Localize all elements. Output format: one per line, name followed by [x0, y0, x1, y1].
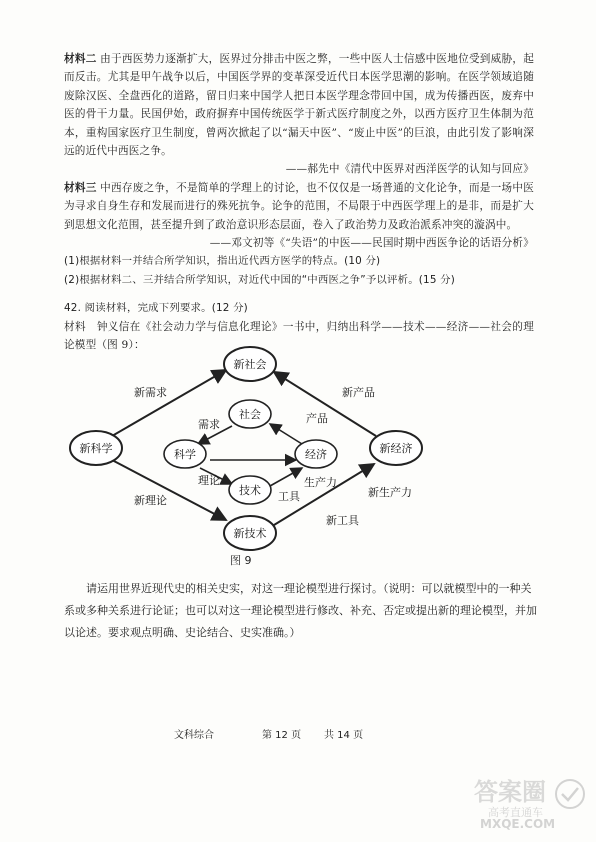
label-new-productivity: 新生产力: [368, 486, 412, 499]
footer-total: 共 14 页: [324, 730, 364, 741]
edge-neweconomy-newsociety: [274, 372, 376, 436]
material-3-source: ——邓文初等《“失语”的中医——民国时期中西医争论的话语分析》: [209, 237, 534, 250]
svg-text:社会: 社会: [239, 408, 261, 421]
material-3-text: 中西存废之争，不是简单的学理上的讨论，也不仅仅是一场普通的文化论争，而是一场中医为寻求自身生存和发展而进行的殊死抗争。论争的范围，不局限于中西医学理上的是非，而是扩大到思想文化范围，甚至提升到了政治意识形态层面，卷入了政治势力及政治派系冲突的漩涡中。: [64, 181, 534, 231]
svg-text:新技术: 新技术: [233, 527, 267, 540]
watermark-slogan: 高考直通车: [488, 806, 543, 819]
question-41-2: (2)根据材料二、三并结合所学知识，对近代中国的“中西医之争”予以评析。(15 分): [64, 273, 456, 286]
material-3: [64, 179, 534, 234]
watermark-brand: 答案圈: [474, 778, 546, 806]
question-42-title: 42. 阅读材料，完成下列要求。(12 分): [64, 302, 248, 315]
question-42-material: 材料 钟义信在《社会动力学与信息化理论》一书中，归纳出科学——技术——经济——社会的理论模型（图 9）：: [64, 320, 534, 352]
question-41-1: (1)根据材料一并结合所学知识，指出近代西方医学的特点。(10 分): [64, 255, 381, 268]
node-society: [229, 400, 271, 428]
label-new-theory: 新理论: [134, 494, 167, 507]
materials-section: [64, 50, 534, 355]
edge-tech-economy: [270, 468, 302, 486]
question-42-task: [64, 578, 542, 644]
label-productivity: 生产力: [304, 476, 337, 489]
svg-text:新科学: 新科学: [79, 442, 113, 455]
watermark-domain: MXQE.COM: [480, 817, 556, 830]
material-2: [64, 50, 534, 160]
material-2-text: 由于西医势力逐渐扩大，医界过分排击中医之弊，一些中医人士信感中医地位受到威胁，起而反击。尤其是甲午战争以后，中国医学界的变革深受近代日本医学思潮的影响。在医学领域追随废除汉医、全盘西化的道路，留日归来中国学人把日本医学理念带回中国，成为传播西医，废弃中医的骨干力量。民国伊始，政府摒弃中国传统医学于新式医疗制度之外，以西方医疗卫生体制为范本，重构国家医疗卫生制度，曾两次掀起了以“漏天中医”、“废止中医”的巨浪，由此引发了影响深远的近代中西医之争。: [64, 53, 534, 158]
node-new-economy: [370, 431, 422, 465]
watermark-logo: [470, 770, 590, 830]
figure-caption: 图 9: [230, 554, 252, 567]
theory-model-diagram: [64, 340, 494, 570]
material-2-source: ——郝先中《清代中医界对西洋医学的认知与回应》: [285, 163, 534, 176]
label-product: 产品: [306, 412, 328, 425]
label-theory: 理论: [198, 474, 220, 487]
edge-newscience-newtech: [112, 460, 226, 520]
task-text: 请运用世界近现代史的相关史实，对这一理论模型进行探讨。（说明：可以就模型中的一种关系或多种关系进行论证；也可以对这一理论模型进行修改、补充、否定或提出新的理论模型，并加以论述。要求观点明确、史论结合、史实准确。）: [64, 582, 537, 639]
label-new-tool: 新工具: [326, 514, 359, 527]
svg-text:新经济: 新经济: [379, 442, 413, 455]
node-economy: [295, 440, 337, 468]
footer-page: 第 12 页: [262, 730, 302, 741]
svg-text:技术: 技术: [239, 484, 261, 497]
node-new-science: [70, 431, 122, 465]
material-2-label: 材料二: [64, 53, 97, 65]
material-3-label: 材料三: [64, 181, 97, 194]
node-tech: [229, 476, 271, 504]
label-demand: 需求: [198, 418, 220, 431]
edge-economy-society: [270, 424, 302, 444]
svg-text:科学: 科学: [174, 448, 196, 461]
label-tool: 工具: [278, 490, 300, 503]
footer-subject: 文科综合: [174, 730, 214, 741]
node-new-society: [224, 347, 276, 381]
node-science: [164, 440, 206, 468]
svg-text:新社会: 新社会: [233, 358, 267, 371]
node-new-tech: [224, 516, 276, 550]
label-new-demand: 新需求: [134, 386, 167, 399]
label-new-product: 新产品: [342, 386, 375, 399]
svg-text:经济: 经济: [305, 448, 327, 461]
